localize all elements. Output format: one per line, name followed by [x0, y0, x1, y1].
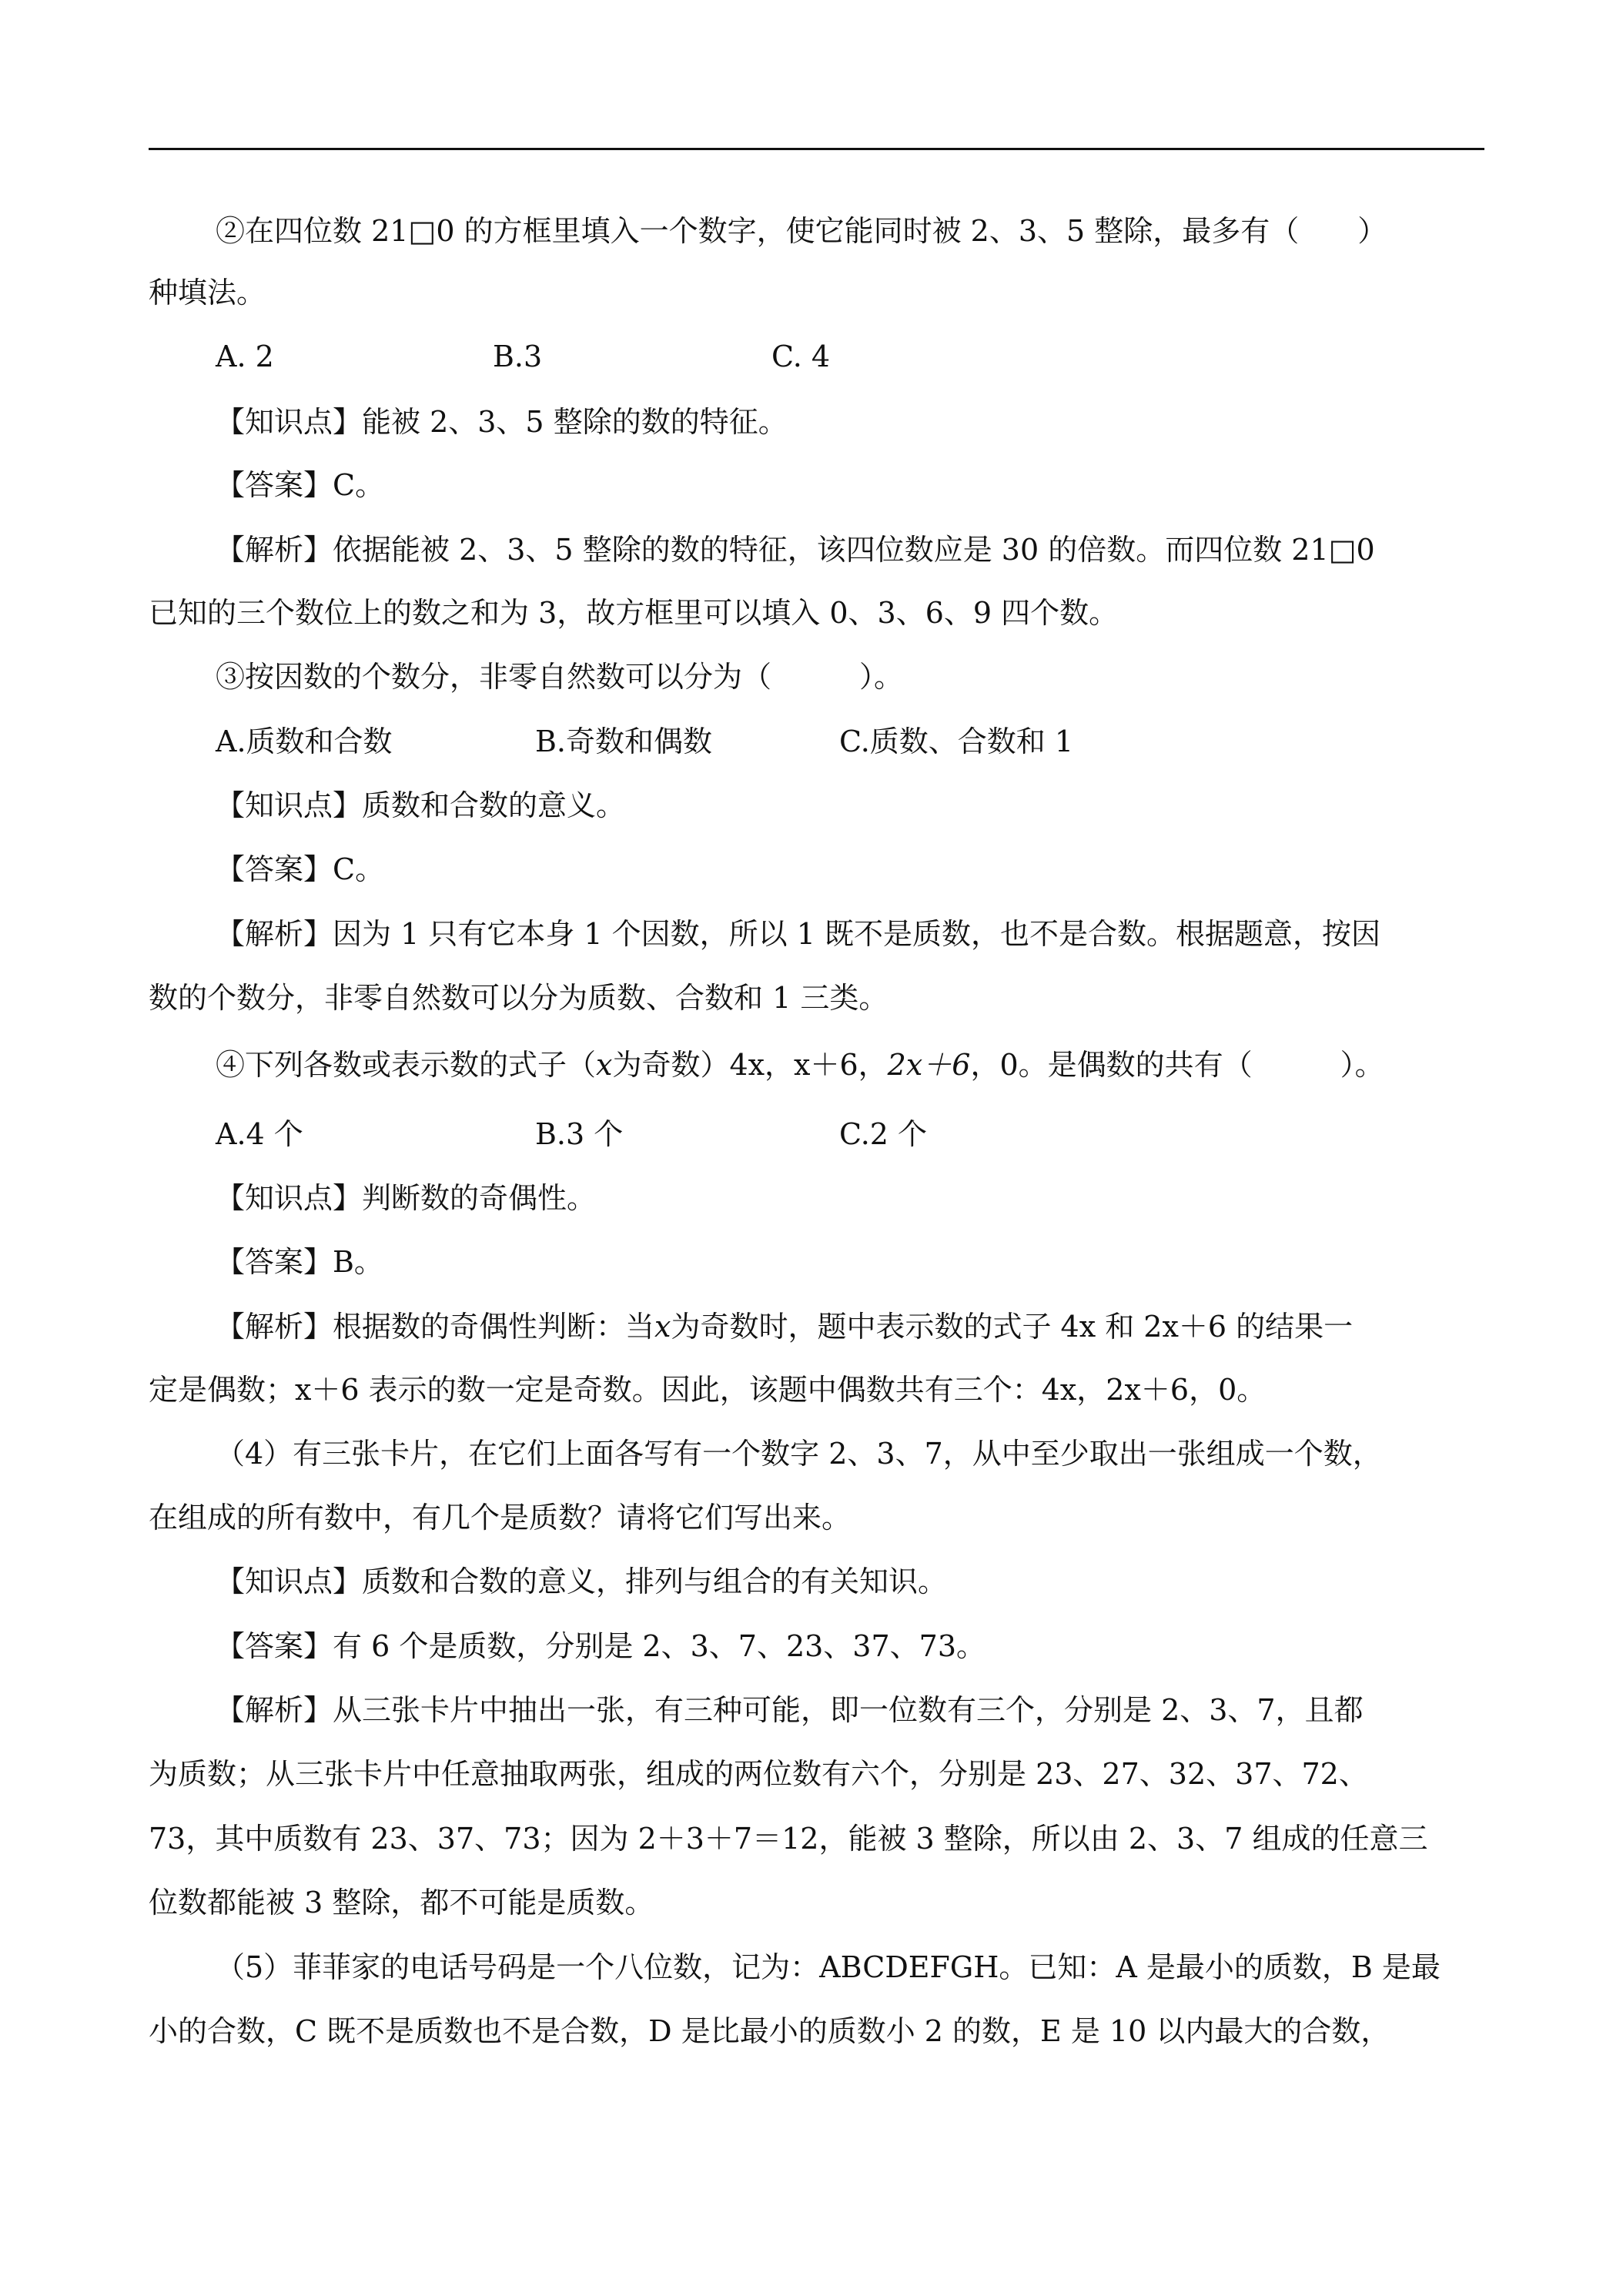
header-rule [149, 148, 1484, 150]
q2-option-c: C. 4 [771, 340, 831, 373]
q3-options [0, 716, 1623, 767]
q4-analysis-line1 [216, 1301, 1353, 1352]
p4-analysis-line2: 为质数；从三张卡片中任意抽取两张，组成的两位数有六个，分别是 23、27、32、37、72、 [149, 1757, 1368, 1791]
p4-stem-line2: 在组成的所有数中，有几个是质数？请将它们写出来。 [149, 1501, 852, 1535]
p4-analysis-line3: 73，其中质数有 23、37、73；因为 2＋3＋7＝12，能被 3 整除，所以由 2、3、7 组成的任意三 [149, 1822, 1428, 1856]
q4-stem-tail: ，0。是偶数的共有（ ）。 [970, 1048, 1384, 1082]
q4-options [0, 1109, 1623, 1160]
p4-analysis-line4: 位数都能被 3 整除，都不可能是质数。 [149, 1886, 654, 1919]
q4-analysis-start: 【解析】根据数的奇偶性判断：当 [216, 1310, 655, 1344]
q4-option-c: C.2 个 [839, 1117, 928, 1151]
p5-stem-line2: 小的合数，C 既不是质数也不是合数，D 是比最小的质数小 2 的数，E 是 10 以内最大的合数， [149, 2014, 1390, 2048]
q2-options [0, 331, 1623, 382]
q4-answer: 【答案】B。 [216, 1245, 383, 1279]
q4-option-a: A.4 个 [216, 1117, 303, 1151]
q2-analysis-line2: 已知的三个数位上的数之和为 3，故方框里可以填入 0、3、6、9 四个数。 [149, 596, 1119, 630]
q2-stem-line1: ②在四位数 21□0 的方框里填入一个数字，使它能同时被 2、3、5 整除，最多有（ ） [216, 214, 1387, 248]
q3-option-a: A.质数和合数 [216, 725, 393, 758]
q3-knowledge: 【知识点】质数和合数的意义。 [216, 788, 626, 822]
q2-option-a: A. 2 [216, 340, 274, 373]
q2-option-b: B.3 [493, 340, 543, 373]
q3-option-b: B.奇数和偶数 [535, 725, 713, 758]
p4-stem-line1: （4）有三张卡片，在它们上面各写有一个数字 2、3、7，从中至少取出一张组成一个数， [216, 1437, 1382, 1471]
q4-variable: x [596, 1048, 613, 1082]
q3-stem: ③按因数的个数分，非零自然数可以分为（ ）。 [216, 660, 904, 694]
q4-analysis-variable: x [654, 1310, 671, 1344]
q2-answer: 【答案】C。 [216, 468, 385, 502]
q4-option-b: B.3 个 [535, 1117, 624, 1151]
q4-stem [216, 1039, 1384, 1090]
q2-knowledge: 【知识点】能被 2、3、5 整除的数的特征。 [216, 405, 788, 439]
p5-stem-line1: （5）菲菲家的电话号码是一个八位数，记为：ABCDEFGH。已知：A 是最小的质数，B 是最 [216, 1950, 1441, 1984]
q2-analysis-line1: 【解析】依据能被 2、3、5 整除的数的特征，该四位数应是 30 的倍数。而四位数 21□0 [216, 533, 1375, 567]
q4-stem-mid: 为奇数）4x，x＋6， [612, 1048, 888, 1082]
q4-analysis-tail: 为奇数时，题中表示数的式子 4x 和 2x＋6 的结果一 [671, 1310, 1354, 1344]
p4-analysis-line1: 【解析】从三张卡片中抽出一张，有三种可能，即一位数有三个，分别是 2、3、7，且都 [216, 1693, 1364, 1727]
q3-analysis-line2: 数的个数分，非零自然数可以分为质数、合数和 1 三类。 [149, 981, 888, 1015]
q3-option-c: C.质数、合数和 1 [839, 725, 1074, 758]
q4-knowledge: 【知识点】判断数的奇偶性。 [216, 1181, 597, 1215]
q3-answer: 【答案】C。 [216, 852, 385, 886]
q4-expression: 2x＋6 [887, 1048, 971, 1082]
q2-stem-line2: 种填法。 [149, 276, 266, 310]
q3-analysis-line1: 【解析】因为 1 只有它本身 1 个因数，所以 1 既不是质数，也不是合数。根据题意，按因 [216, 917, 1381, 951]
q4-analysis-line2: 定是偶数；x＋6 表示的数一定是奇数。因此，该题中偶数共有三个：4x，2x＋6，0。 [149, 1373, 1267, 1407]
p4-answer: 【答案】有 6 个是质数，分别是 2、3、7、23、37、73。 [216, 1629, 986, 1663]
q4-stem-start: ④下列各数或表示数的式子（ [216, 1048, 597, 1082]
p4-knowledge: 【知识点】质数和合数的意义，排列与组合的有关知识。 [216, 1565, 948, 1598]
